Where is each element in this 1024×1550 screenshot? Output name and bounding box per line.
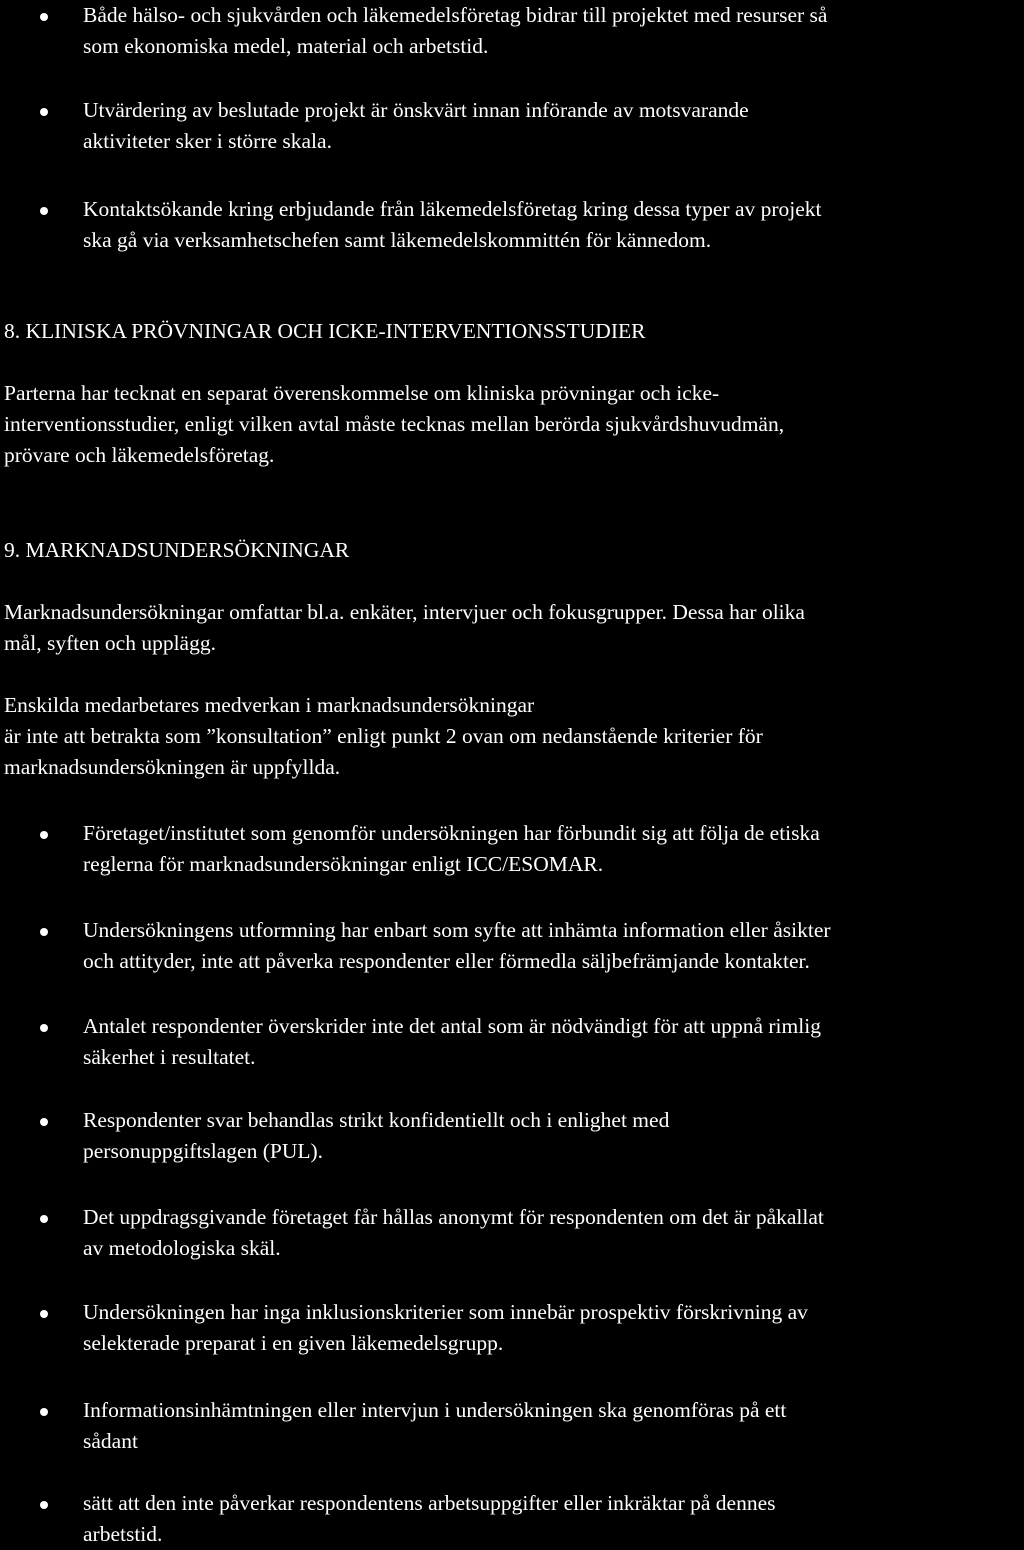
bullet-icon (40, 1215, 48, 1223)
bullet-icon (40, 1310, 48, 1318)
bullet-icon (40, 1024, 48, 1032)
bullet-icon (40, 831, 48, 839)
list-item-text: Det uppdragsgivande företaget får hållas anonymt för respondenten om det är påkallat av metodologiska skäl. (83, 1205, 824, 1260)
list-item-text: Informationsinhämtningen eller intervjun i undersökningen ska genomföras på ett sådant (83, 1398, 787, 1453)
bullet-icon (40, 1501, 48, 1509)
bullet-icon (40, 928, 48, 936)
list-item-text: sätt att den inte påverkar respondentens arbetsuppgifter eller inkräktar på dennes arbetstid. (83, 1491, 776, 1546)
list-item-text: Respondenter svar behandlas strikt konfidentiellt och i enlighet med personuppgiftslagen (PUL). (83, 1108, 670, 1163)
list-item-text: Undersökningens utformning har enbart som syfte att inhämta information eller åsikter och attityder, inte att påverka respondenter eller förmedla säljbefrämjande kontakter. (83, 918, 831, 973)
section-8-heading: 8. KLINISKA PRÖVNINGAR OCH ICKE-INTERVENTIONSSTUDIER (4, 319, 646, 343)
section-9-heading: 9. MARKNADSUNDERSÖKNINGAR (4, 538, 350, 562)
bullet-icon (40, 108, 48, 116)
section-8-paragraph: Parterna har tecknat en separat överenskommelse om kliniska prövningar och icke- interventionsstudier, enligt vilken avtal måste tecknas mellan berörda sjukvårdshuvudmän, prövare och läkemedelsföretag. (4, 381, 785, 467)
section-9-paragraph-2: Enskilda medarbetares medverkan i marknadsundersökningar är inte att betrakta som ”konsultation” enligt punkt 2 ovan om nedanstående kriterier för marknadsundersökningen är uppfyllda. (4, 693, 763, 779)
section-9-paragraph-1: Marknadsundersökningar omfattar bl.a. enkäter, intervjuer och fokusgrupper. Dessa har olika mål, syften och upplägg. (4, 600, 805, 655)
bullet-icon (40, 207, 48, 215)
list-item-text: Kontaktsökande kring erbjudande från läkemedelsföretag kring dessa typer av projekt ska gå via verksamhetschefen samt läkemedelskommittén för kännedom. (83, 197, 822, 252)
list-item-text: Utvärdering av beslutade projekt är önskvärt innan införande av motsvarande aktiviteter sker i större skala. (83, 98, 749, 153)
bullet-icon (40, 13, 48, 21)
bullet-icon (40, 1118, 48, 1126)
list-item-text: Antalet respondenter överskrider inte det antal som är nödvändigt för att uppnå rimlig säkerhet i resultatet. (83, 1014, 821, 1069)
list-item-text: Företaget/institutet som genomför undersökningen har förbundit sig att följa de etiska reglerna för marknadsundersökningar enligt ICC/ESOMAR. (83, 821, 820, 876)
bullet-icon (40, 1408, 48, 1416)
list-item-text: Undersökningen har inga inklusionskriterier som innebär prospektiv förskrivning av selekterade preparat i en given läkemedelsgrupp. (83, 1300, 808, 1355)
list-item-text: Både hälso- och sjukvården och läkemedelsföretag bidrar till projektet med resurser så som ekonomiska medel, material och arbetstid. (83, 3, 828, 58)
